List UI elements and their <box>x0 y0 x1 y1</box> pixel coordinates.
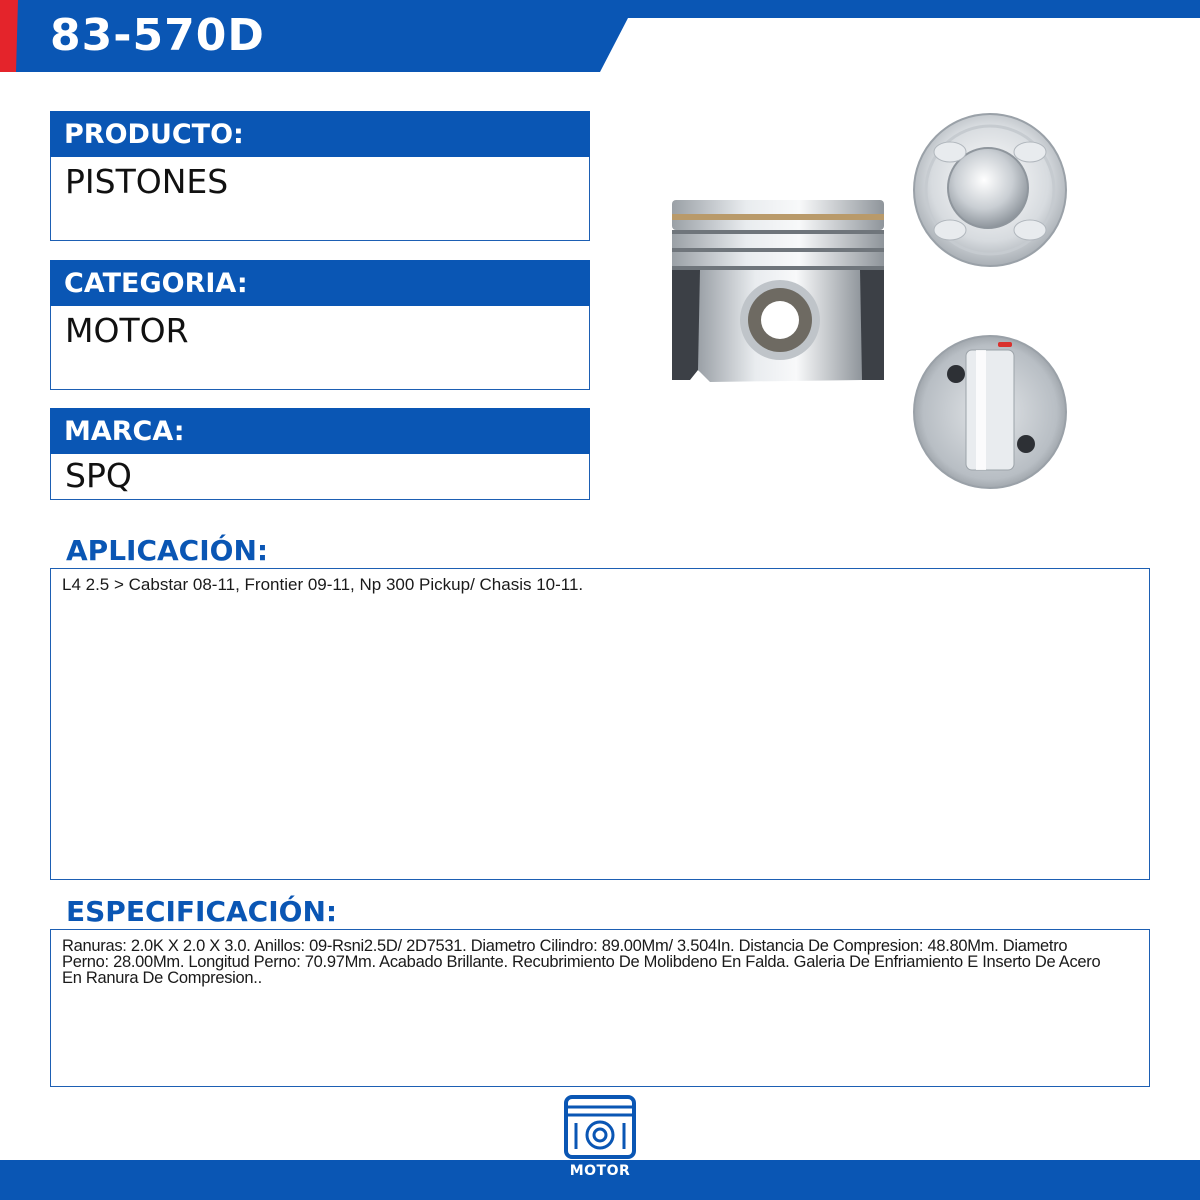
aplicacion-title: APLICACIÓN: <box>66 534 269 567</box>
aplicacion-text: L4 2.5 > Cabstar 08-11, Frontier 09-11, Np 300 Pickup/ Chasis 10-11. <box>62 575 584 594</box>
field-label-categoria: CATEGORIA: <box>50 260 590 306</box>
field-label-producto: PRODUCTO: <box>50 111 590 157</box>
part-number-title: 83-570D <box>50 10 265 61</box>
piston-side-view <box>672 200 884 382</box>
aplicacion-box <box>50 568 1150 880</box>
especificacion-title: ESPECIFICACIÓN: <box>66 895 338 928</box>
field-producto <box>50 111 590 241</box>
field-categoria <box>50 260 590 390</box>
footer-category-label: MOTOR <box>569 1163 631 1179</box>
product-images <box>650 80 1170 510</box>
piston-top-view <box>914 114 1066 266</box>
field-label-marca: MARCA: <box>50 408 590 454</box>
field-value-producto: PISTONES <box>50 157 590 241</box>
field-value-marca: SPQ <box>50 454 590 500</box>
piston-icon <box>562 1093 638 1161</box>
piston-bottom-view <box>914 336 1066 488</box>
field-value-categoria: MOTOR <box>50 306 590 390</box>
especificacion-box <box>50 929 1150 1087</box>
field-marca <box>50 408 590 500</box>
especificacion-text: Ranuras: 2.0K X 2.0 X 3.0. Anillos: 09-Rsni2.5D/ 2D7531. Diametro Cilindro: 89.00Mm/ 3.504In. Distancia De Compresion: 48.80Mm. Diametro Perno: 28.00Mm. Longitud Perno: 70.97Mm. Acabado Brillante. Recubrimiento De Molibdeno En Falda. Galeria De Enfriamiento E Inserto De Acero En Ranura De Compresion.. <box>62 936 1101 987</box>
